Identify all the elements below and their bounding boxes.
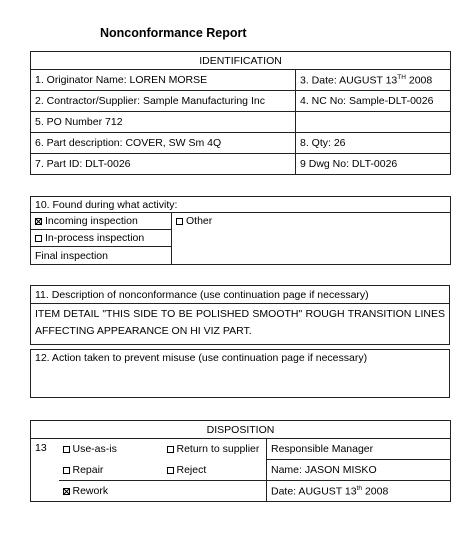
rework-label: Rework (72, 485, 109, 497)
manager-name-field: Name: JASON MISKO (267, 460, 451, 481)
action-label: 12. Action taken to prevent misuse (use continuation page if necessary) (31, 350, 450, 398)
incoming-inspection-option[interactable] (31, 213, 172, 230)
responsible-manager-label: Responsible Manager (267, 439, 451, 460)
description-table (30, 285, 450, 345)
contractor-field: 2. Contractor/Supplier: Sample Manufacturing Inc (31, 91, 296, 112)
checked-checkbox-icon[interactable] (35, 218, 42, 225)
originator-field: 1. Originator Name: LOREN MORSE (31, 70, 296, 91)
return-to-supplier-option[interactable] (163, 439, 267, 460)
description-text: ITEM DETAIL "THIS SIDE TO BE POLISHED SMOOTH" ROUGH TRANSITION LINES AFFECTING APPEARANCE ON HI VIZ PART. (31, 304, 450, 345)
reject-label: Reject (176, 463, 207, 476)
description-label: 11. Description of nonconformance (use continuation page if necessary) (31, 286, 450, 304)
activity-table (30, 196, 451, 265)
qty-field: 8. Qty: 26 (296, 133, 451, 154)
checkbox-icon[interactable] (63, 467, 70, 474)
manager-date-prefix: Date: AUGUST 13 (271, 485, 357, 498)
date-sup: TH (397, 73, 406, 81)
checkbox-icon[interactable] (167, 467, 174, 474)
use-as-is-label: Use-as-is (72, 443, 117, 456)
repair-option[interactable] (59, 460, 163, 481)
other-label: Other (186, 215, 213, 227)
reject-option[interactable] (163, 460, 267, 481)
part-description-field: 6. Part description: COVER, SW Sm 4Q (31, 133, 296, 154)
manager-date-suffix: 2008 (362, 485, 389, 498)
nc-number-field: 4. NC No: Sample-DLT-0026 (296, 91, 451, 112)
action-table (30, 349, 450, 398)
use-as-is-option[interactable] (59, 439, 163, 460)
page-title: Nonconformance Report (100, 26, 247, 40)
part-id-field: 7. Part ID: DLT-0026 (31, 154, 296, 175)
empty-cell (163, 481, 267, 502)
disposition-table (30, 420, 451, 502)
checkbox-icon[interactable] (63, 446, 70, 453)
checked-checkbox-icon[interactable] (63, 488, 70, 495)
checkbox-icon[interactable] (35, 235, 42, 242)
final-inspection-label: Final inspection (31, 247, 172, 265)
rework-option[interactable] (59, 481, 163, 502)
disposition-header: DISPOSITION (31, 421, 451, 439)
in-process-inspection-label: In-process inspection (45, 232, 145, 244)
po-number-field: 5. PO Number 712 (31, 112, 296, 133)
manager-date-sup: th (356, 484, 363, 492)
date-suffix: 2008 (405, 74, 433, 87)
date-prefix: 3. Date: AUGUST 13 (300, 74, 398, 87)
checkbox-icon[interactable] (167, 446, 174, 453)
empty-cell (296, 112, 451, 133)
in-process-inspection-option[interactable] (31, 230, 172, 247)
identification-table (30, 51, 451, 175)
disposition-number: 13 (31, 439, 59, 502)
repair-label: Repair (72, 463, 104, 476)
drawing-number-field: 9 Dwg No: DLT-0026 (296, 154, 451, 175)
checkbox-icon[interactable] (176, 218, 183, 225)
date-field (296, 70, 451, 91)
return-to-supplier-label: Return to supplier (176, 443, 260, 456)
activity-label: 10. Found during what activity: (31, 197, 451, 213)
other-option[interactable] (172, 213, 451, 265)
manager-date-field (267, 481, 451, 502)
incoming-inspection-label: Incoming inspection (45, 215, 138, 227)
identification-header: IDENTIFICATION (31, 52, 451, 70)
